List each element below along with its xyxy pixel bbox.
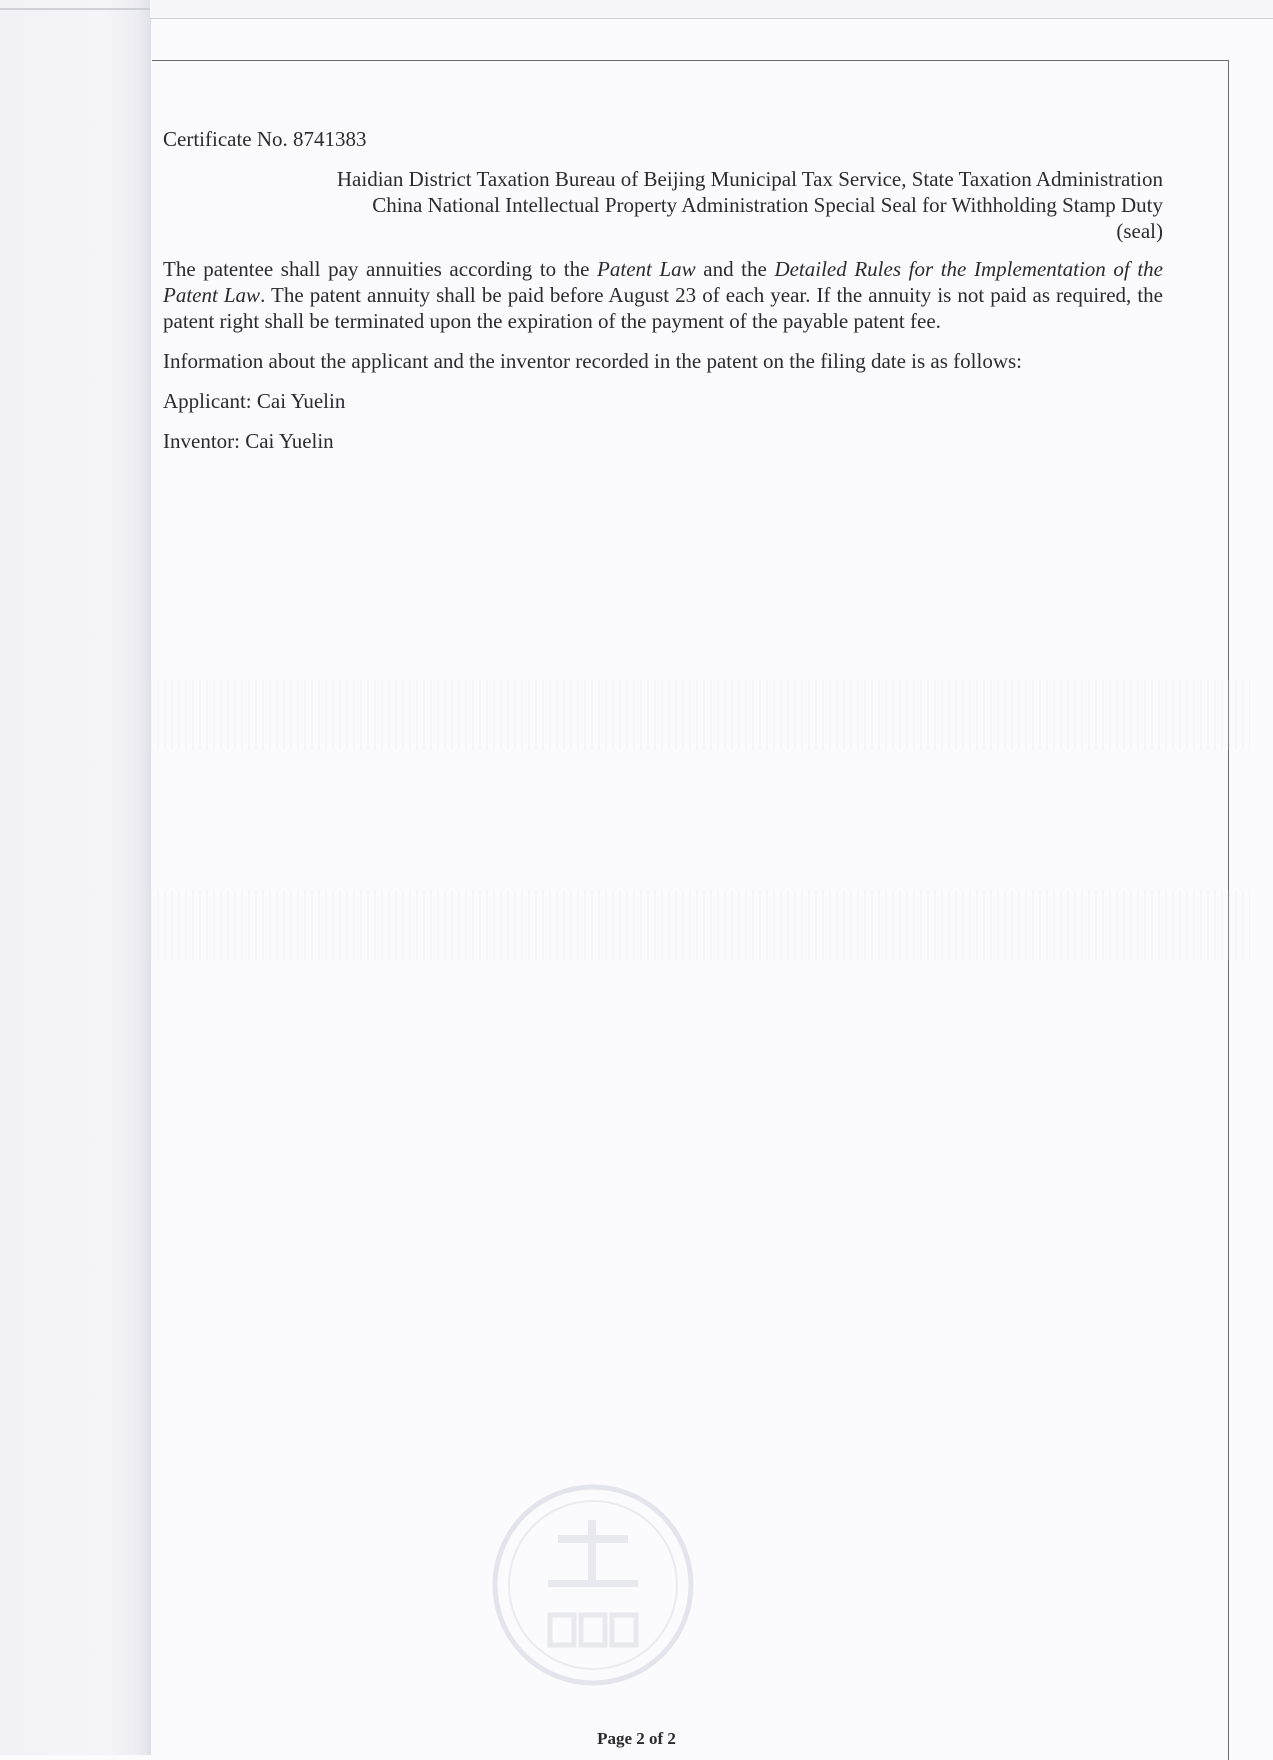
faded-seal-icon (488, 1480, 698, 1690)
show-through-band (150, 890, 1250, 960)
authority-line-seal: (seal) (1116, 219, 1163, 243)
certificate-number: Certificate No. 8741383 (163, 127, 367, 151)
authority-block (163, 166, 1163, 244)
annuity-paragraph (163, 256, 1163, 334)
annuity-text-part2: and the (695, 257, 775, 281)
document-body (163, 126, 1163, 454)
annuity-text-part1: The patentee shall pay annuities according to the (163, 257, 598, 281)
page-top-edge (150, 0, 1273, 19)
inventor-line: Inventor: Cai Yuelin (163, 429, 334, 453)
scan-edge-mark (0, 8, 150, 10)
info-intro: Information about the applicant and the inventor recorded in the patent on the filing date is as follows: (163, 349, 1023, 373)
binding-strip (0, 0, 151, 1755)
page-number: Page 2 of 2 (597, 1729, 676, 1748)
authority-line-cnipa: China National Intellectual Property Administration Special Seal for Withholding Stamp Duty (372, 193, 1163, 217)
detailed-rules-title: Detailed Rules for the Implementation of the Patent Law (163, 257, 1163, 307)
annuity-text-part3: . The patent annuity shall be paid before August 23 of each year. If the annuity is not paid as required, the patent right shall be terminated upon the expiration of the payment of the payable patent fee. (163, 283, 1163, 333)
show-through-band (150, 680, 1250, 750)
applicant-line: Applicant: Cai Yuelin (163, 389, 346, 413)
authority-line-tax-bureau: Haidian District Taxation Bureau of Beijing Municipal Tax Service, State Taxation Administration (336, 167, 1163, 191)
patent-law-title: Patent Law (597, 257, 696, 281)
